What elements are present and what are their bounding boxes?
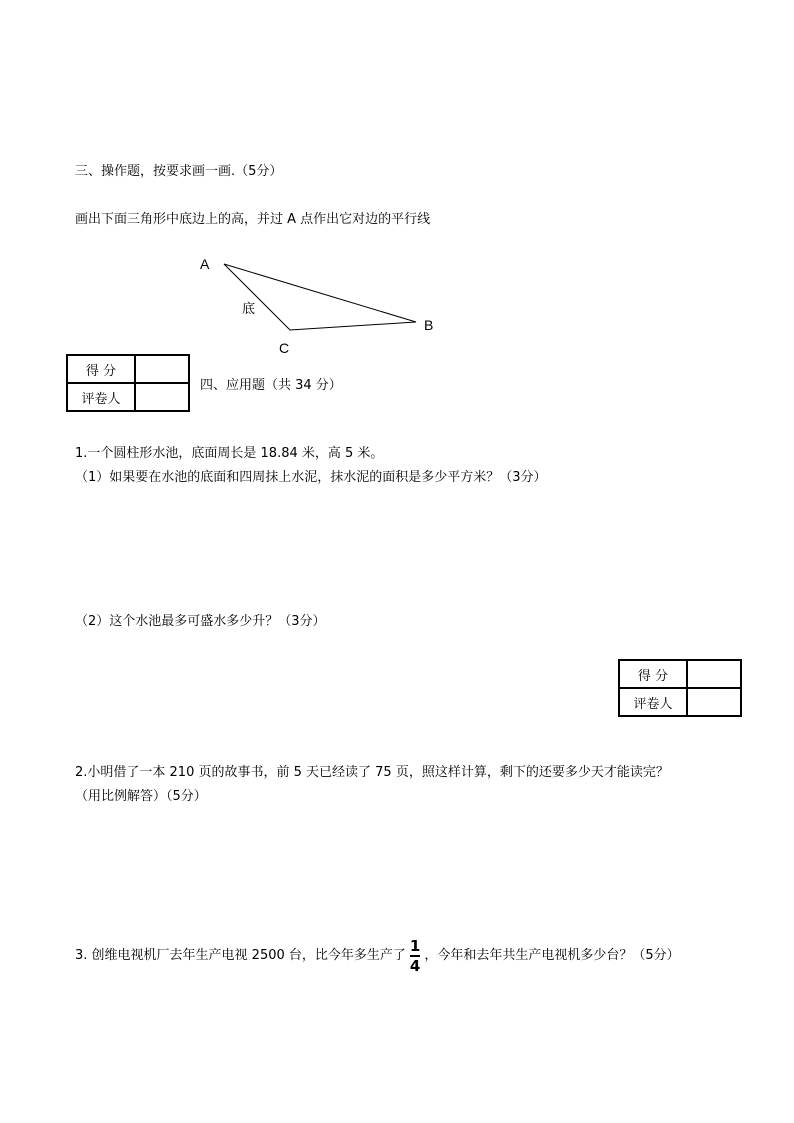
fraction-numerator: 1 — [409, 937, 421, 955]
grader-cell[interactable] — [687, 688, 741, 716]
fraction — [410, 938, 420, 974]
score-label: 得 分 — [67, 355, 135, 383]
fraction-denominator: 4 — [409, 957, 421, 975]
score-box-2 — [618, 659, 742, 717]
score-cell[interactable] — [687, 660, 741, 688]
score-box-1 — [66, 354, 190, 412]
section-4-title: 四、应用题（共 34 分） — [200, 378, 342, 393]
vertex-a-label: A — [200, 256, 210, 272]
base-label: 底 — [242, 302, 256, 317]
question-1-stem: 1.一个圆柱形水池，底面周长是 18.84 米，高 5 米。 — [75, 446, 384, 461]
section-3-instruction: 画出下面三角形中底边上的高，并过 A 点作出它对边的平行线 — [75, 212, 431, 227]
question-2-line-2: （用比例解答）（5分） — [75, 789, 207, 804]
question-3-after: ，今年和去年共生产电视机多少台？（5分） — [424, 948, 680, 963]
question-3 — [75, 938, 680, 974]
score-label: 得 分 — [619, 660, 687, 688]
question-1-part-2: （2）这个水池最多可盛水多少升？（3分） — [75, 614, 326, 629]
question-1-part-1: （1）如果要在水池的底面和四周抹上水泥，抹水泥的面积是多少平方米？（3分） — [75, 470, 547, 485]
triangle-abc — [224, 264, 416, 330]
question-2-line-1: 2.小明借了一本 210 页的故事书，前 5 天已经读了 75 页，照这样计算，剩下的还要多少天才能读完？ — [75, 765, 669, 780]
section-3-title: 三、操作题，按要求画一画.（5分） — [75, 164, 283, 179]
grader-label: 评卷人 — [619, 688, 687, 716]
vertex-b-label: B — [424, 317, 434, 333]
question-3-before: 3. 创维电视机厂去年生产电视 2500 台，比今年多生产了 — [75, 948, 406, 963]
score-cell[interactable] — [135, 355, 189, 383]
triangle-figure — [190, 250, 450, 360]
grader-cell[interactable] — [135, 383, 189, 411]
vertex-c-label: C — [279, 340, 290, 356]
grader-label: 评卷人 — [67, 383, 135, 411]
